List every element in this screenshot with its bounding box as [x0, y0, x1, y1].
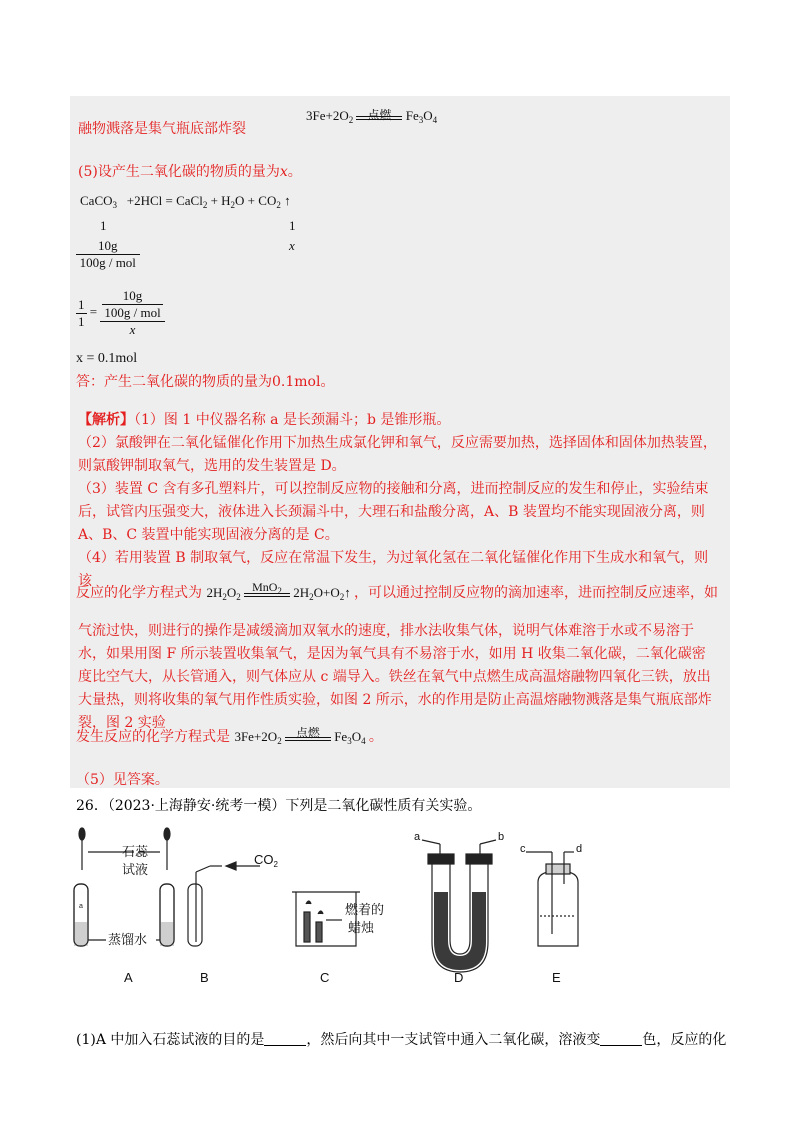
caption-e: E: [552, 970, 561, 985]
answer-line-top: 融物溅落是集气瓶底部炸裂: [78, 121, 246, 137]
mass-fraction: $\frac{10g}{\text{100g / mol}}$: [76, 238, 140, 271]
apparatus-d: [422, 840, 496, 972]
coefficient-caco3: 1: [100, 218, 107, 233]
result-x: x = 0.1mol: [76, 351, 138, 366]
caption-a: A: [124, 970, 133, 985]
unknown-x: x: [289, 238, 295, 253]
apparatus-c: [292, 892, 360, 946]
analysis-p4a: （4）若用装置 B 制取氧气，反应在常温下发生，为过氧化氢在二氧化锰催化作用下生成水和氧气，则该: [78, 550, 709, 589]
iron-combustion-equation-bottom: $3Fe+2O_2$ 点燃 $Fe_3O_4$: [234, 726, 366, 746]
apparatus-e: [526, 852, 578, 946]
answer-blank-1[interactable]: [264, 1031, 306, 1046]
h2o2-decomposition-equation: $2H_2O_2$ MnO$_2$ $2H_2O+O_2↑$: [206, 580, 351, 602]
step5-statement: (5)设产生二氧化碳的物质的量为x。: [78, 164, 302, 180]
label-d-small: d: [576, 843, 583, 855]
coefficient-co2: 1: [289, 218, 296, 233]
label-candle-2: 蜡烛: [348, 920, 375, 935]
analysis-p5: （5）见答案。: [76, 772, 169, 788]
svg-text:a: a: [79, 903, 83, 910]
experiment-figure: [60, 822, 600, 1002]
label-co2: $CO_2$: [254, 852, 278, 869]
caco3-reaction-equation: CaCO$_3$ +2HCl = CaCl$_2$ + $H_2O + CO_2$ ↑: [80, 193, 291, 210]
analysis-p4d: 发生反应的化学方程式是 $3Fe+2O_2$ 点燃 $Fe_3O_4$ 。: [76, 726, 383, 746]
caption-b: B: [200, 970, 209, 985]
caption-c: C: [320, 970, 330, 985]
question-1-line: (1)A 中加入石蕊试液的目的是 ，然后向其中一支试管中通入二氧化碳，溶液变 色，反应的化: [76, 1032, 727, 1048]
label-b-small: b: [498, 831, 505, 843]
analysis-p2: （2）氯酸钾在二氧化锰催化作用下加热生成氯化钾和氧气，反应需要加热，选择固体和固体加热装置，则氯酸钾制取氧气，选用的发生装置是 D。: [78, 435, 717, 474]
analysis-p3: （3）装置 C 含有多孔塑料片，可以控制反应物的接触和分离，进而控制反应的发生和停止，实验结束后，试管内压强变大，液体进入长颈漏斗中，大理石和盐酸分离，A、B 装置均不能实现固液分离，则 A、B、C 装置中能实现固液分离的是 C。: [78, 481, 709, 543]
label-a-small: a: [414, 831, 421, 843]
caption-d: D: [454, 970, 464, 985]
apparatus-b: [188, 862, 260, 946]
label-litmus-2: 试液: [122, 862, 149, 877]
answer-co2: 答：产生二氧化碳的物质的量为0.1mol。: [76, 374, 335, 390]
ratio-equation: $\frac{1}{1}$ = $\frac{\frac{10g}{\text{100g / mol}}}{x}$: [76, 288, 165, 338]
label-distilled-water: 蒸馏水: [108, 932, 148, 947]
answer-blank-2[interactable]: [600, 1031, 642, 1046]
analysis-p1: 【解析】（1）图 1 中仪器名称 a 是长颈漏斗；b 是锥形瓶。: [78, 412, 451, 428]
analysis-p4c: 气流过快，则进行的操作是减缓滴加双氧水的速度，排水法收集气体，说明气体难溶于水或不易溶于水，如果用图 F 所示装置收集氧气，是因为氧气具有不易溶于水，如用 H 收集二氧化碳，二氧化碳密度比空气大，从长管通入，则气体应从 c 端导入。铁丝在氧气中点燃生成高温熔融物四氧化三铁，放出大量热，则将收集的氧气用作性质实验，如图 2 所示，水的作用是防止高温熔融物溅落是集气瓶底部炸裂，图 2 实验: [78, 623, 712, 731]
label-litmus-1: 石蕊: [122, 844, 149, 859]
question-26-title: 26．（2023·上海静安·统考一模）下列是二氧化碳性质有关实验。: [76, 798, 482, 814]
analysis-heading: 【解析】: [78, 412, 134, 428]
condition-ignite: 点燃: [367, 108, 392, 122]
label-c-small: c: [520, 843, 526, 855]
analysis-p4b: 反应的化学方程式为 $2H_2O_2$ MnO$_2$ $2H_2O+O_2↑$ ，可以通过控制反应物的滴加速率，进而控制反应速率，如: [76, 580, 718, 602]
iron-combustion-equation-top: $3Fe+2O_2$ 点燃 $Fe_3O_4$: [306, 108, 438, 125]
label-candle-1: 燃着的: [345, 902, 385, 917]
